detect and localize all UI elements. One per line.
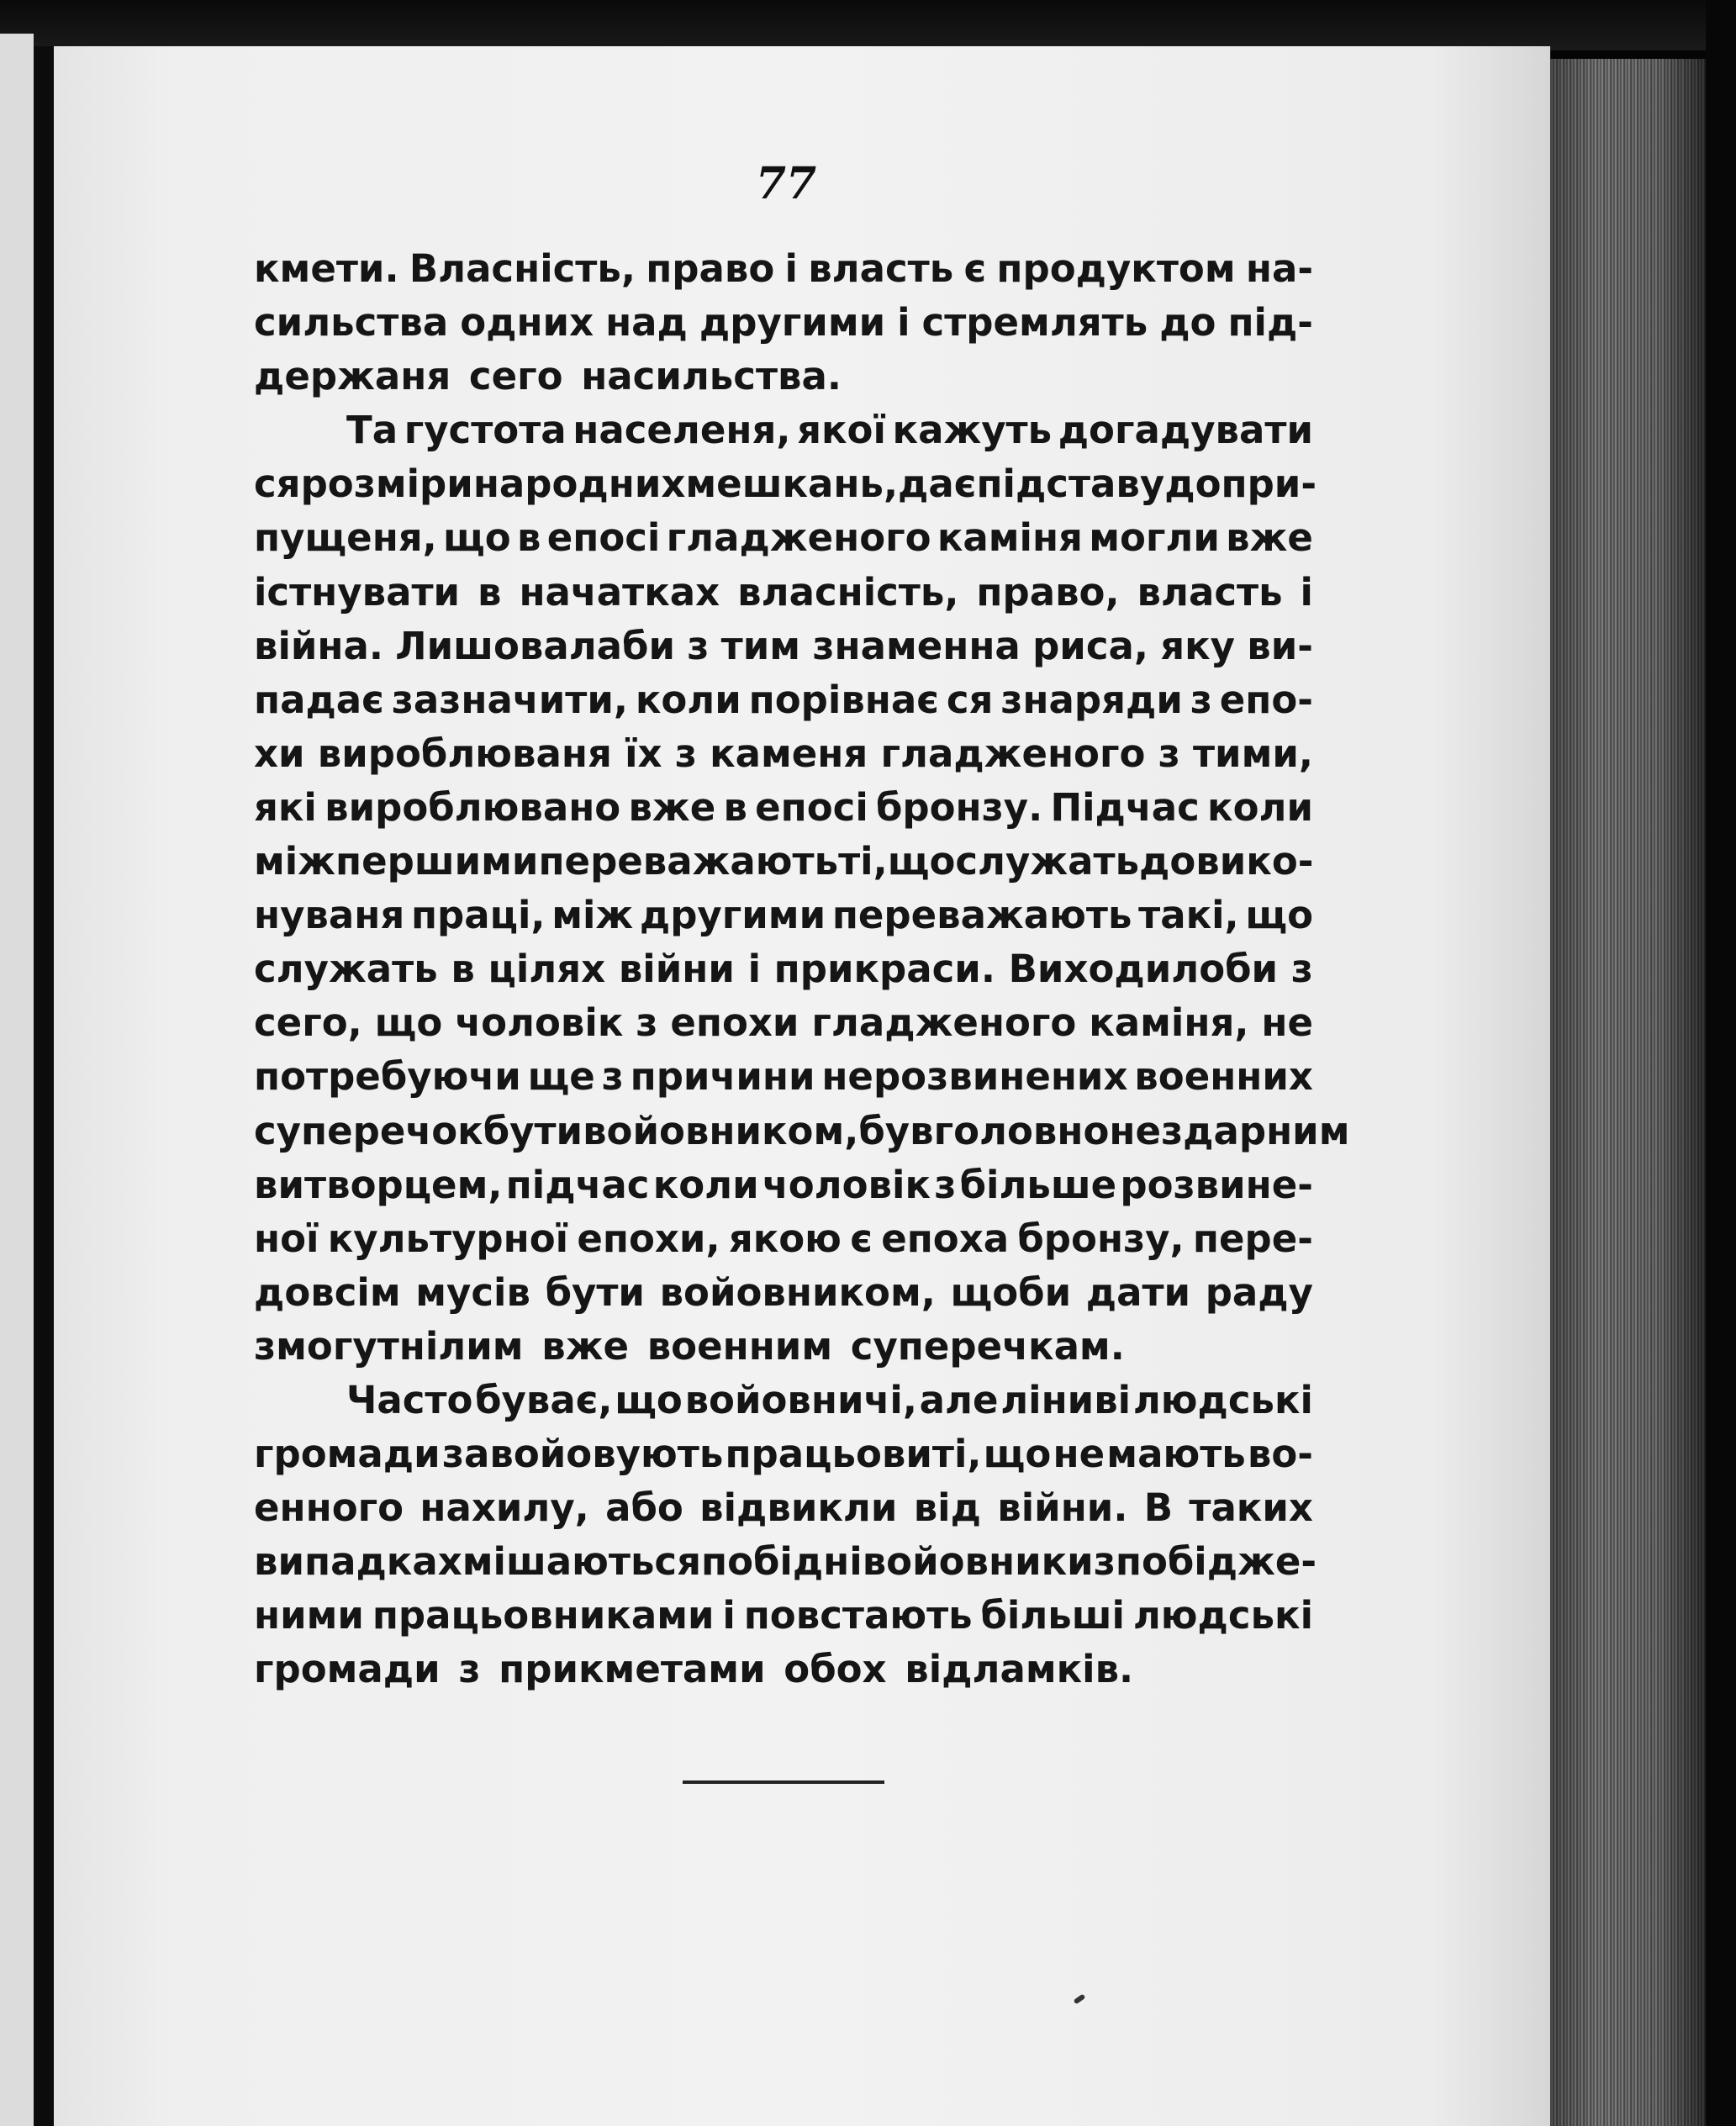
word: епосі xyxy=(755,784,868,830)
word: сильства xyxy=(254,300,449,346)
word: военним xyxy=(646,1323,833,1369)
word: є xyxy=(850,1216,873,1261)
text-line xyxy=(254,1427,1313,1481)
word: з xyxy=(934,1162,957,1207)
word: розміри xyxy=(300,462,473,507)
word: їх xyxy=(625,731,662,776)
word: Часто xyxy=(346,1377,473,1422)
word: епоха xyxy=(881,1216,1010,1261)
word: коли xyxy=(635,677,741,722)
text-line xyxy=(254,1374,1313,1427)
word: вироблюваня xyxy=(317,731,612,776)
word: кажуть xyxy=(892,408,1053,453)
word: в xyxy=(516,515,541,561)
word: вико- xyxy=(1195,839,1314,884)
word: з xyxy=(687,623,710,668)
word: Та xyxy=(346,408,398,453)
word: більші xyxy=(980,1593,1125,1638)
word: прикраси. xyxy=(773,947,995,992)
word: власність, xyxy=(737,569,959,615)
word: щоби xyxy=(950,1269,1072,1315)
word: до xyxy=(1164,462,1222,507)
text-line xyxy=(254,727,1313,781)
word: вже xyxy=(1226,515,1313,561)
word: переважають xyxy=(831,893,1132,938)
word: мусів xyxy=(415,1269,530,1315)
word: є xyxy=(963,246,987,291)
word: каміня, xyxy=(1089,1000,1249,1046)
word: і xyxy=(897,300,910,346)
word: під- xyxy=(1227,300,1313,346)
word: суперечок xyxy=(254,1108,483,1153)
word: власть xyxy=(1137,569,1283,615)
word: вже xyxy=(628,784,716,830)
word: повстають xyxy=(743,1593,973,1638)
word: во- xyxy=(1247,1432,1313,1477)
word: підставу xyxy=(976,462,1165,507)
word: военних xyxy=(1134,1054,1313,1100)
scan-right-border xyxy=(1706,0,1736,2126)
word: першими xyxy=(335,839,539,884)
text-line xyxy=(254,673,1313,727)
word: з xyxy=(1158,731,1180,776)
word: при- xyxy=(1221,462,1317,507)
word: густота xyxy=(404,408,567,453)
word: побідже- xyxy=(1115,1539,1317,1585)
word: падає xyxy=(254,677,384,722)
word: ся xyxy=(654,1539,701,1585)
word: Виходилоби xyxy=(1008,947,1279,992)
word: нездарним xyxy=(1109,1108,1350,1153)
word: каменя xyxy=(710,731,868,776)
word: в xyxy=(451,947,475,992)
word: що xyxy=(443,515,511,561)
word: ліниві xyxy=(1000,1377,1132,1422)
text-line xyxy=(254,996,1313,1050)
word: Власність, xyxy=(409,246,636,291)
word: завойовують xyxy=(441,1432,724,1477)
text-line xyxy=(254,1481,1313,1535)
text-line xyxy=(254,1320,1313,1374)
word: в xyxy=(723,784,747,830)
word: з xyxy=(1290,947,1313,992)
word: був xyxy=(858,1108,934,1153)
word: чоловік xyxy=(455,1000,624,1046)
word: такі, xyxy=(1138,893,1239,938)
word: яку xyxy=(1160,623,1236,668)
word: нуваня xyxy=(254,893,405,938)
text-line xyxy=(254,835,1313,889)
word: з xyxy=(1190,677,1212,722)
word: і xyxy=(1300,569,1313,615)
text-line xyxy=(254,511,1313,565)
text-line xyxy=(254,242,1313,296)
text-line xyxy=(254,566,1313,620)
text-line xyxy=(254,781,1313,835)
word: на- xyxy=(1245,246,1313,291)
word: і xyxy=(784,246,798,291)
word: служать xyxy=(955,839,1140,884)
word: порівнає xyxy=(748,677,939,722)
word: власть xyxy=(808,246,954,291)
text-line xyxy=(254,1212,1313,1266)
word: гладженого xyxy=(811,1000,1077,1046)
word: буває, xyxy=(475,1377,613,1422)
word: войовничі, xyxy=(684,1377,917,1422)
word: знаряди xyxy=(1000,677,1183,722)
word: до xyxy=(1159,300,1216,346)
word: Лишовалаби xyxy=(395,623,675,668)
word: громади xyxy=(254,1647,441,1692)
word: з xyxy=(674,731,697,776)
word: розвине- xyxy=(1120,1162,1313,1207)
word: які xyxy=(254,784,317,830)
word: ної xyxy=(254,1216,319,1261)
word: В xyxy=(1143,1485,1174,1531)
word: бути xyxy=(483,1108,583,1153)
word: змогутнілим xyxy=(254,1323,524,1369)
word: не xyxy=(1261,1000,1313,1046)
word: відламків. xyxy=(905,1647,1134,1692)
word: одних xyxy=(460,300,594,346)
word: ті, xyxy=(838,839,888,884)
word: войовником, xyxy=(659,1269,936,1315)
page-edges-shadow xyxy=(1550,59,1706,2126)
word: довсім xyxy=(254,1269,401,1315)
word: войовником, xyxy=(583,1108,859,1153)
word: пере- xyxy=(1192,1216,1313,1261)
word: догадувати xyxy=(1058,408,1313,453)
word: з xyxy=(1093,1539,1116,1585)
word: людські xyxy=(1132,1593,1313,1638)
word: дає xyxy=(898,462,977,507)
text-line xyxy=(254,889,1313,942)
word: Підчас xyxy=(1050,784,1200,830)
page-number: 77 xyxy=(755,158,817,209)
word: або xyxy=(605,1485,683,1531)
word: війни. xyxy=(997,1485,1128,1531)
text-line xyxy=(254,404,1313,457)
word: енного xyxy=(254,1485,404,1531)
text-line xyxy=(254,942,1313,996)
word: мешкань, xyxy=(685,462,899,507)
word: з xyxy=(601,1054,624,1100)
word: нахилу, xyxy=(419,1485,589,1531)
text-line xyxy=(254,1266,1313,1320)
word: епосі xyxy=(546,515,661,561)
word: продуктом xyxy=(996,246,1236,291)
word: риса, xyxy=(1032,623,1148,668)
word: що xyxy=(374,1000,443,1046)
book-binding xyxy=(34,46,54,2126)
word: вироблювано xyxy=(325,784,621,830)
word: чоловік xyxy=(762,1162,931,1207)
text-line xyxy=(254,620,1313,673)
word: працьовиті, xyxy=(725,1432,982,1477)
word: з xyxy=(458,1647,481,1692)
word: якої xyxy=(797,408,886,453)
word: якою xyxy=(728,1216,842,1261)
word: коли xyxy=(652,1162,759,1207)
word: істнувати xyxy=(254,569,461,615)
word: другими xyxy=(699,300,886,346)
word: коли xyxy=(1207,784,1313,830)
word: і xyxy=(722,1593,736,1638)
word: головно xyxy=(933,1108,1110,1153)
word: бронзу, xyxy=(1017,1216,1185,1261)
word: ся xyxy=(254,462,301,507)
word: право, xyxy=(976,569,1120,615)
section-end-rule xyxy=(683,1780,884,1784)
word: і xyxy=(747,947,761,992)
word: що xyxy=(983,1432,1052,1477)
word: що xyxy=(887,839,956,884)
word: другими xyxy=(639,893,826,938)
word: каміня xyxy=(937,515,1083,561)
text-line xyxy=(254,296,1313,350)
word: переважають xyxy=(538,839,839,884)
word: від xyxy=(913,1485,981,1531)
word: дати xyxy=(1085,1269,1191,1315)
word: служать xyxy=(254,947,438,992)
text-line xyxy=(254,1105,1350,1158)
word: побідні xyxy=(700,1539,863,1585)
word: бронзу. xyxy=(876,784,1043,830)
word: епо- xyxy=(1219,677,1313,722)
word: держаня xyxy=(254,354,451,399)
word: сего xyxy=(468,354,563,399)
word: суперечкам. xyxy=(850,1323,1125,1369)
word: кмети. xyxy=(254,246,399,291)
word: раду xyxy=(1205,1269,1313,1315)
word: начатках xyxy=(519,569,720,615)
word: в xyxy=(478,569,502,615)
word: мішають xyxy=(462,1539,655,1585)
text-line xyxy=(254,1535,1317,1589)
word: епохи, xyxy=(577,1216,720,1261)
text-line xyxy=(254,1643,1313,1696)
word: мають xyxy=(1106,1432,1246,1477)
word: сего, xyxy=(254,1000,362,1046)
word: між xyxy=(551,893,634,938)
text-line xyxy=(254,1589,1313,1643)
word: ви- xyxy=(1247,623,1313,668)
word: зазначити, xyxy=(391,677,628,722)
scan-top-border xyxy=(0,0,1736,50)
word: ще xyxy=(527,1054,595,1100)
word: громади xyxy=(254,1432,441,1477)
word: нерозвинених xyxy=(821,1054,1128,1100)
word: могли xyxy=(1089,515,1220,561)
word: таких xyxy=(1189,1485,1313,1531)
word: праці, xyxy=(410,893,546,938)
word: гладженого xyxy=(666,515,931,561)
word: стремлять xyxy=(921,300,1148,346)
word: війна. xyxy=(254,623,383,668)
text-line xyxy=(254,457,1317,511)
text-line xyxy=(254,1158,1313,1212)
word: над xyxy=(605,300,688,346)
word: гладженого xyxy=(880,731,1146,776)
word: причини xyxy=(630,1054,815,1100)
word: з xyxy=(636,1000,658,1046)
word: населеня, xyxy=(573,408,791,453)
facing-page-edge xyxy=(0,34,34,2126)
word: що xyxy=(615,1377,683,1422)
word: не xyxy=(1053,1432,1105,1477)
text-line xyxy=(254,350,1313,404)
word: відвикли xyxy=(699,1485,898,1531)
word: культурної xyxy=(327,1216,569,1261)
body-text xyxy=(254,242,1350,1697)
word: епохи xyxy=(670,1000,799,1046)
word: вже xyxy=(541,1323,630,1369)
word: ся xyxy=(946,677,994,722)
word: насильства. xyxy=(581,354,842,399)
word: працьовниками xyxy=(372,1593,715,1638)
word: але xyxy=(919,1377,999,1422)
word: підчас xyxy=(505,1162,650,1207)
word: потребуючи xyxy=(254,1054,521,1100)
word: більше xyxy=(959,1162,1117,1207)
word: цілях xyxy=(488,947,606,992)
word: народних xyxy=(472,462,686,507)
word: пущеня, xyxy=(254,515,437,561)
word: що xyxy=(1245,893,1313,938)
word: випадках xyxy=(254,1539,462,1585)
word: обох xyxy=(784,1647,887,1692)
word: ними xyxy=(254,1593,364,1638)
word: бути xyxy=(545,1269,645,1315)
word: знаменна xyxy=(812,623,1021,668)
word: право xyxy=(646,246,775,291)
word: людські xyxy=(1132,1377,1313,1422)
word: тими, xyxy=(1192,731,1313,776)
word: війни xyxy=(618,947,735,992)
word: прикметами xyxy=(499,1647,766,1692)
word: між xyxy=(254,839,335,884)
text-line xyxy=(254,1050,1313,1104)
word: до xyxy=(1139,839,1196,884)
word: войовники xyxy=(862,1539,1094,1585)
word: тим xyxy=(720,623,801,668)
word: витворцем, xyxy=(254,1162,503,1207)
word: хи xyxy=(254,731,305,776)
